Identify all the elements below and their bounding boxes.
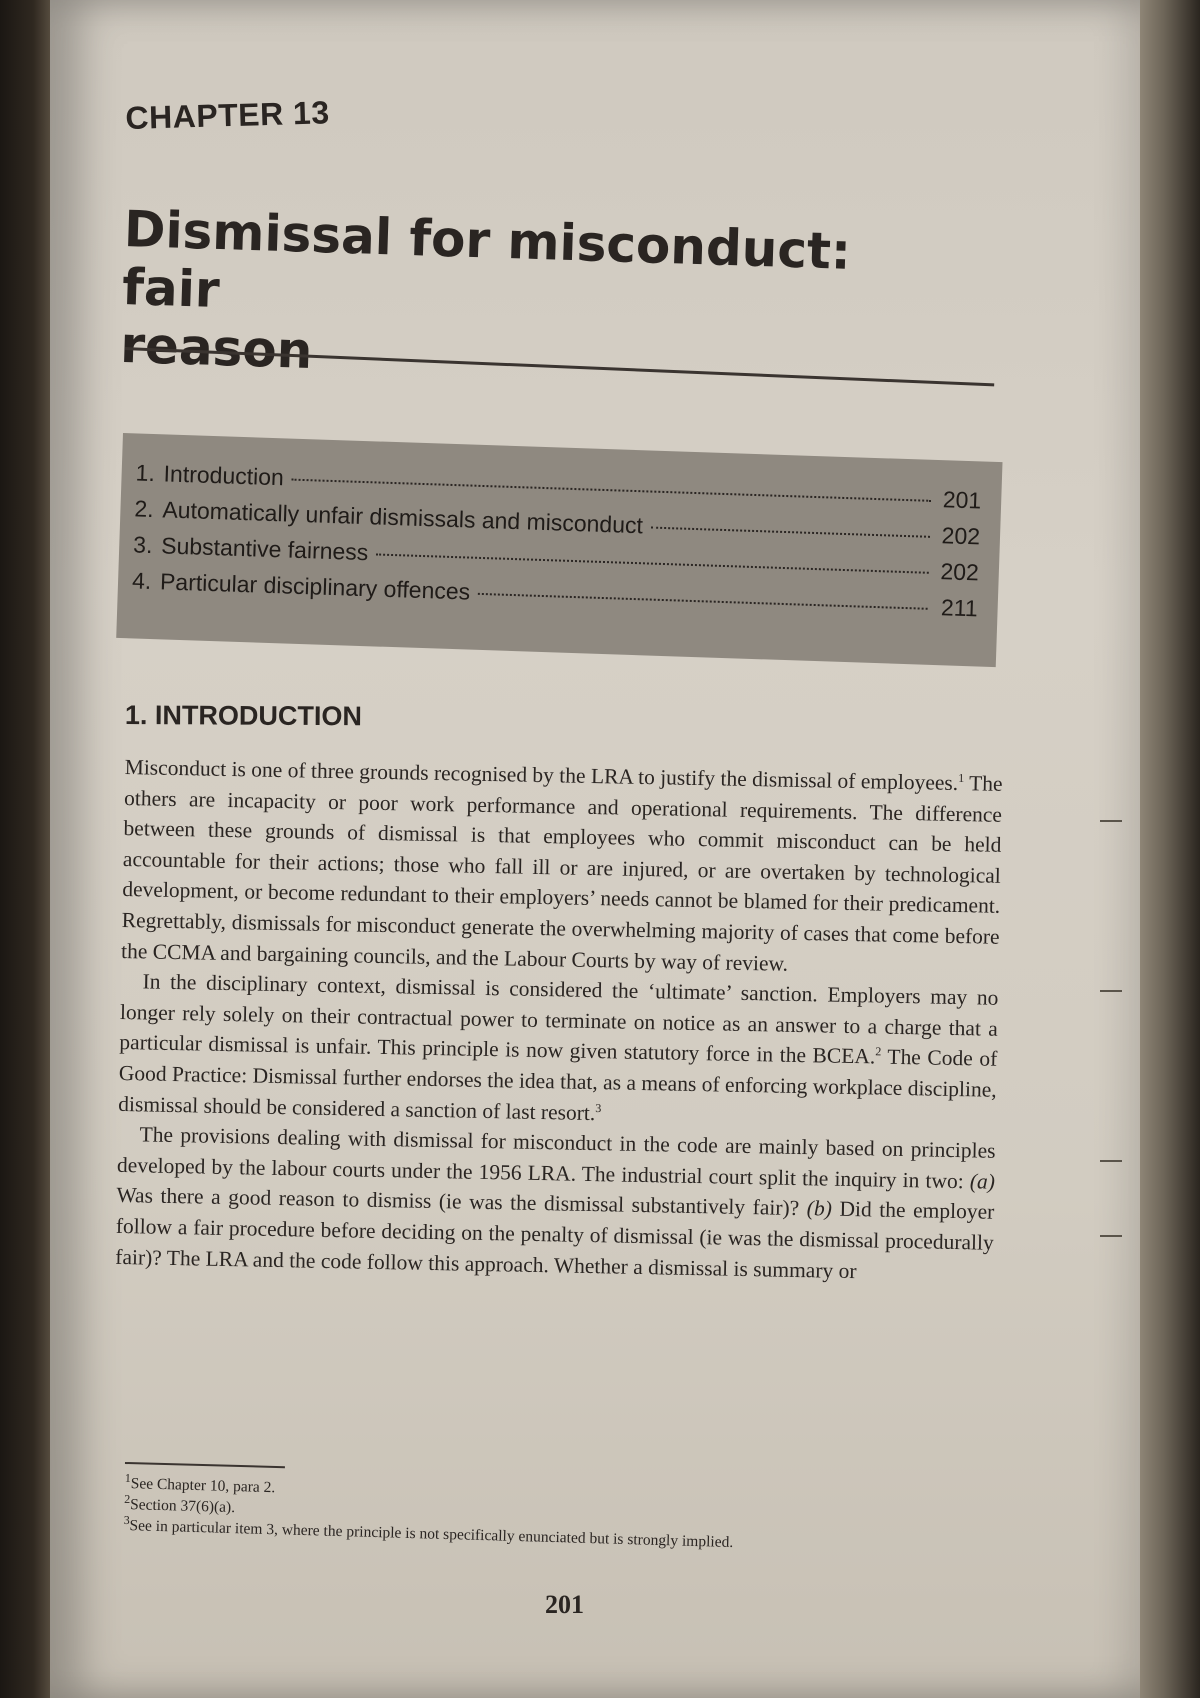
inquiry-label: (b)	[806, 1196, 833, 1221]
chapter-title	[120, 200, 965, 400]
page-content	[115, 0, 1005, 1698]
section-heading: 1. INTRODUCTION	[124, 700, 363, 732]
page-number: 201	[545, 1590, 584, 1619]
margin-mark	[1100, 990, 1122, 992]
toc-item-page: 201	[942, 486, 982, 514]
toc-list	[117, 433, 1002, 632]
toc-leader-dots	[292, 479, 932, 502]
paragraph	[121, 752, 1003, 983]
chapter-contents	[116, 433, 1002, 667]
paragraph-text: Did the employer follow a fair procedure before deciding on the penalty of dismissal (ie was the dismissal procedurally fair)? The LRA and the code follow this approach. Whether a dismissal is summary or	[115, 1196, 995, 1283]
toc-leader-dots	[376, 553, 929, 573]
toc-item-page: 202	[941, 522, 981, 550]
toc-item-label: Introduction	[163, 460, 285, 491]
toc-item-label: Substantive fairness	[160, 532, 369, 566]
book-page	[50, 0, 1140, 1698]
page-edge	[1140, 0, 1200, 1698]
toc-item-page: 202	[940, 558, 980, 586]
footnote-number: 1	[124, 1470, 132, 1486]
footnote-text: Section 37(6)(a).	[129, 1496, 236, 1517]
toc-item-number: 2.	[134, 495, 155, 523]
footnotes	[123, 1470, 1004, 1561]
toc-leader-dots	[651, 527, 930, 538]
footnote-number: 2	[124, 1491, 131, 1506]
paragraph-text: Misconduct is one of three grounds recognised by the LRA to justify the dismissal of employees.	[124, 754, 959, 795]
footnote-text: See in particular item 3, where the principle is not specifically enunciated but is strongly implied.	[129, 1517, 734, 1552]
margin-mark	[1100, 820, 1122, 822]
toc-item-number: 4.	[131, 567, 152, 595]
paragraph-text: Was there a good reason to dismiss (ie was the dismissal substantively fair)?	[116, 1183, 808, 1221]
toc-leader-dots	[478, 593, 928, 610]
footnote-ref[interactable]: 1	[958, 770, 965, 785]
toc-item-number: 1.	[135, 459, 156, 487]
toc-item-number: 3.	[132, 531, 153, 559]
margin-mark	[1100, 1160, 1122, 1162]
footnote-ref[interactable]: 3	[595, 1100, 602, 1115]
footnote-number: 3	[123, 1512, 130, 1527]
toc-item-label: Particular disciplinary offences	[159, 568, 471, 605]
body-text	[115, 752, 1003, 1289]
chapter-label: CHAPTER 13	[125, 94, 331, 136]
paragraph-text: In the disciplinary context, dismissal is considered the ‘ultimate’ sanction. Employers may no longer rely solely on their contractual power to terminate on notice as an answer to a charge that a particular dismissal is unfair. This principle is now given statutory force in the BCEA.	[119, 969, 999, 1069]
paragraph-text: The others are incapacity or poor work performance and operational requirements. The difference between these grounds of dismissal is that employees who commit misconduct can be held accountable for their actions; those who fall ill or are injured, or are overtaken by technological development, or become redundant to their employers’ needs cannot be blamed for their predicament. Regrettably, dismissals for misconduct generate the overwhelming majority of cases that come before the CCMA and bargaining councils, and the Labour Courts by way of review.	[120, 771, 1003, 976]
inquiry-label: (a)	[969, 1169, 996, 1194]
footnote-rule	[125, 1462, 285, 1468]
footnote-ref[interactable]: 2	[875, 1044, 882, 1059]
toc-item-page: 211	[940, 594, 979, 622]
chapter-title-line1: Dismissal for misconduct: fair	[121, 200, 852, 319]
paragraph-text: The provisions dealing with dismissal for misconduct in the code are mainly based on principles developed by the labour courts under the 1956 LRA. The industrial court split the inquiry in two:	[116, 1122, 996, 1194]
paragraph-text: The Code of Good Practice: Dismissal further endorses the idea that, as a means of enforcing workplace discipline, dismissal should be considered a sanction of last resort.	[118, 1044, 998, 1125]
paragraph	[118, 966, 999, 1136]
footnote-text: See Chapter 10, para 2.	[130, 1475, 276, 1497]
toc-item-label: Automatically unfair dismissals and misconduct	[162, 496, 644, 539]
paragraph	[115, 1119, 996, 1289]
margin-mark	[1100, 1235, 1122, 1237]
chapter-title-line2: reason	[119, 315, 314, 380]
